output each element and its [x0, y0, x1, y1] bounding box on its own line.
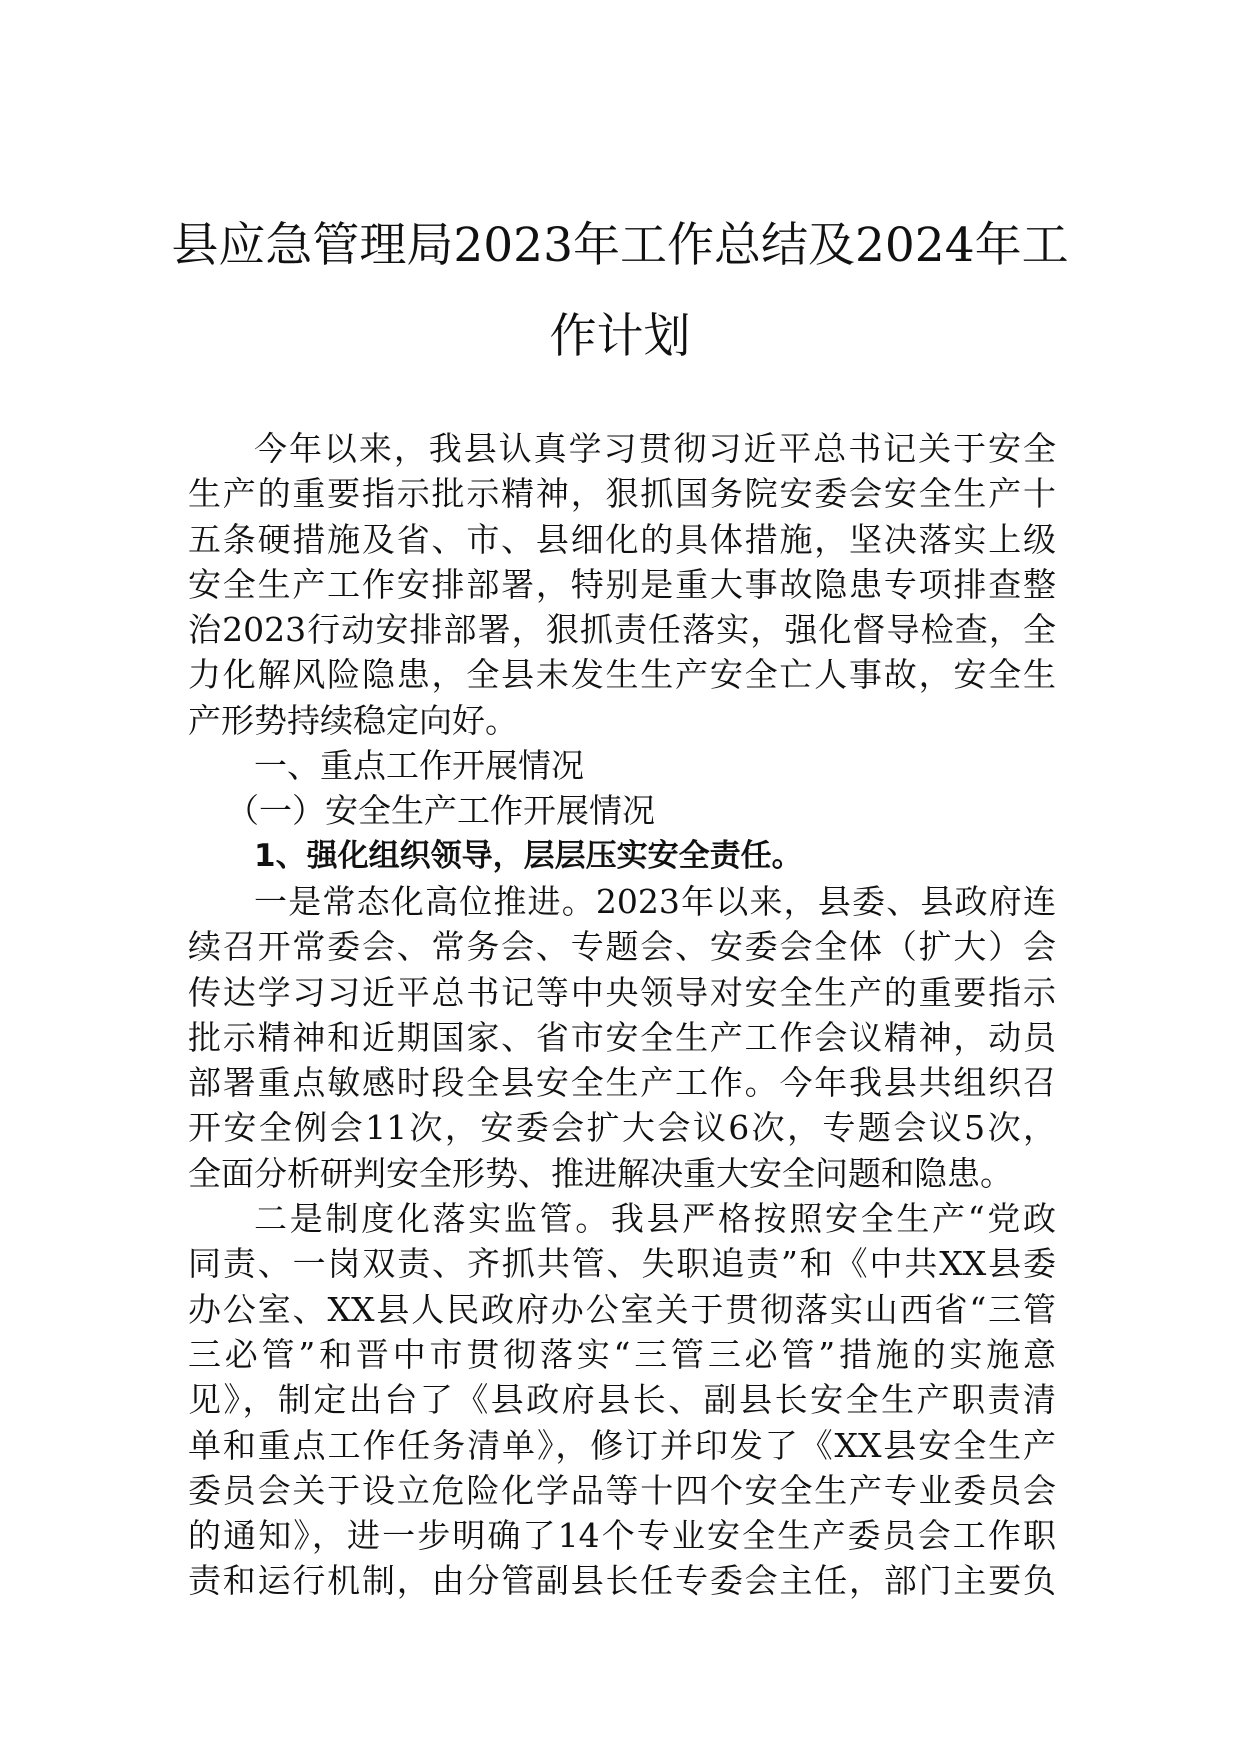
intro-line: 今年以来，我县认真学习贯彻习近平总书记关于安全 [254, 429, 1056, 468]
paragraph-1-line: 一是常态化高位推进。2023年以来，县委、县政府连 [254, 881, 1056, 921]
paragraph-1-line: 批示精神和近期国家、省市安全生产工作会议精神，动员 [188, 1017, 1056, 1057]
paragraph-1-line: 续召开常委会、常务会、专题会、安委会全体（扩大）会 [188, 927, 1056, 967]
paragraph-1-line: 传达学习习近平总书记等中央领导对安全生产的重要指示 [188, 972, 1056, 1012]
paragraph-2-line: 见》，制定出台了《县政府县长、副县长安全生产职责清 [188, 1380, 1056, 1420]
section-heading-3: 1、强化组织领导，层层压实安全责任。 [254, 837, 803, 874]
paragraph-2-line: 二是制度化落实监管。我县严格按照安全生产“党政 [254, 1199, 1056, 1239]
section-heading-2: （一）安全生产工作开展情况 [226, 791, 655, 831]
paragraph-2-line: 三必管”和晋中市贯彻落实“三管三必管”措施的实施意 [188, 1334, 1056, 1374]
document-title-line-2: 作计划 [549, 309, 691, 364]
paragraph-1-line: 开安全例会11次，安委会扩大会议6次，专题会议5次， [188, 1108, 1056, 1148]
paragraph-2-line: 办公室、XX县人民政府办公室关于贯彻落实山西省“三管 [188, 1289, 1056, 1329]
document-title-line-1: 县应急管理局2023年工作总结及2024年工 [171, 218, 1069, 273]
intro-line: 五条硬措施及省、市、县细化的具体措施，坚决落实上级 [188, 519, 1056, 559]
document-body [188, 426, 1056, 1604]
paragraph-2-line: 同责、一岗双责、齐抓共管、失职追责”和《中共XX县委 [188, 1244, 1056, 1284]
intro-line: 治2023行动安排部署，狠抓责任落实，强化督导检查，全 [188, 610, 1056, 650]
paragraph-1-line: 部署重点敏感时段全县安全生产工作。今年我县共组织召 [188, 1063, 1056, 1103]
intro-line: 力化解风险隐患，全县未发生生产安全亡人事故，安全生 [188, 655, 1056, 695]
paragraph-2-line: 单和重点工作任务清单》，修订并印发了《XX县安全生产 [188, 1425, 1056, 1465]
paragraph-1-line: 全面分析研判安全形势、推进解决重大安全问题和隐患。 [188, 1153, 1013, 1193]
intro-line: 产形势持续稳定向好。 [188, 700, 518, 740]
intro-line: 生产的重要指示批示精神，狠抓国务院安委会安全生产十 [188, 474, 1056, 514]
paragraph-2-line: 责和运行机制，由分管副县长任专委会主任，部门主要负 [188, 1561, 1056, 1601]
intro-line: 安全生产工作安排部署，特别是重大事故隐患专项排查整 [188, 564, 1056, 604]
paragraph-2-line: 的通知》，进一步明确了14个专业安全生产委员会工作职 [188, 1516, 1056, 1556]
section-heading-1: 一、重点工作开展情况 [254, 746, 584, 786]
paragraph-2-line: 委员会关于设立危险化学品等十四个安全生产专业委员会 [188, 1470, 1056, 1510]
